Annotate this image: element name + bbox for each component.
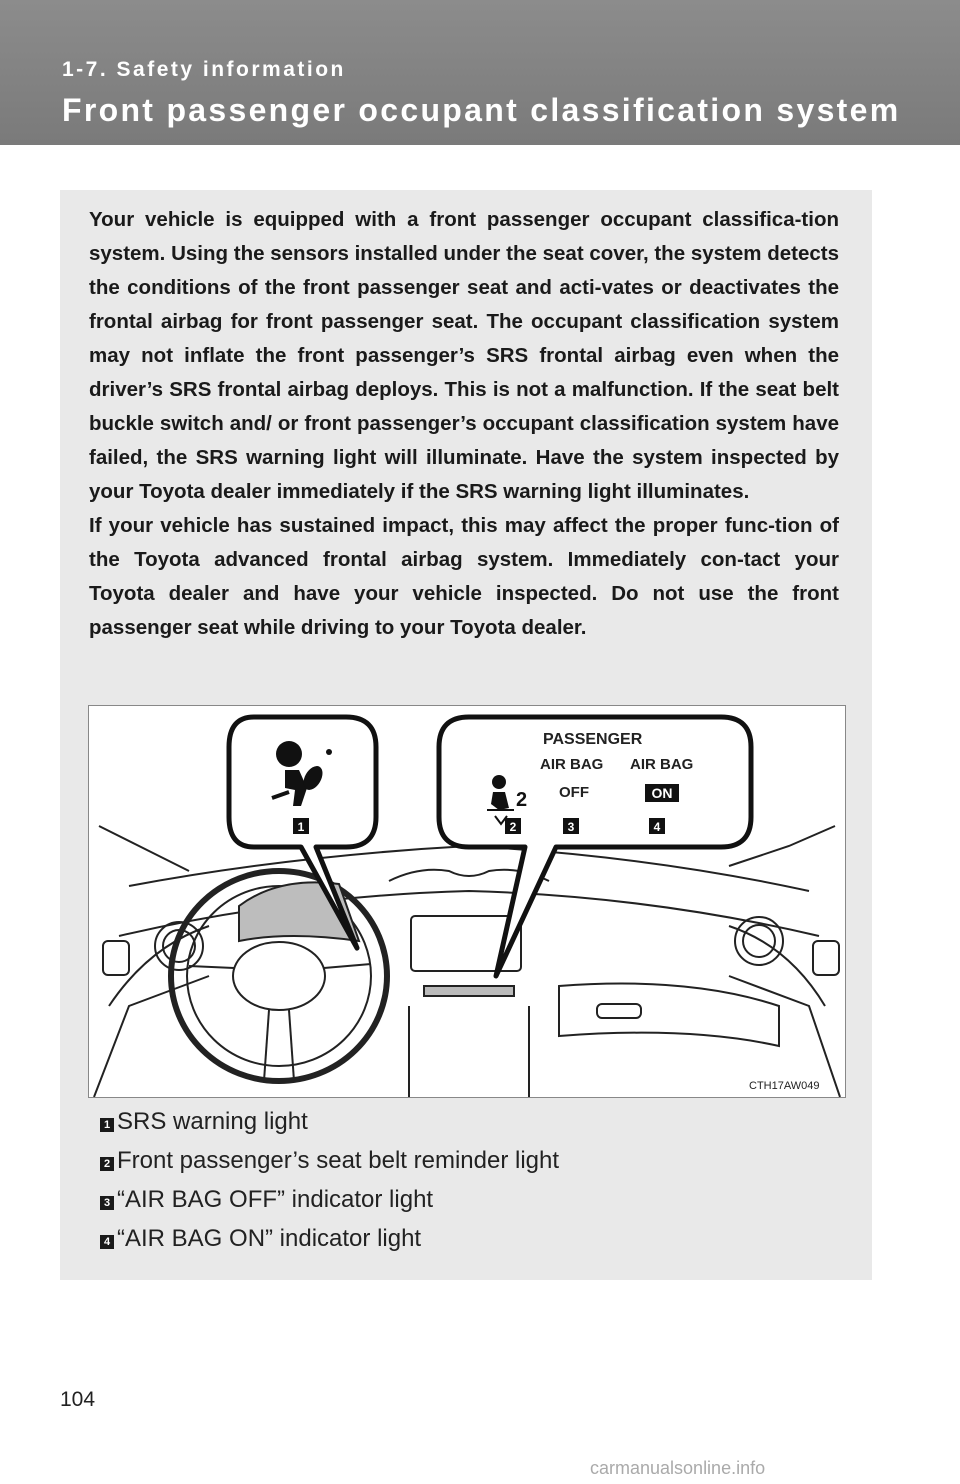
legend-item [100, 1219, 559, 1258]
intro-text [89, 203, 839, 645]
intro-paragraph-1: Your vehicle is equipped with a front passenger occupant classifica-tion system. Using the sensors installed under the seat cover, the system detects the conditions of the front passenger seat and acti-vates or deactivates the frontal airbag for front passenger seat. The occupant classification system may not inflate the front passenger’s SRS frontal airbag even when the driver’s SRS frontal airbag deploys. This is not a malfunction. If the seat belt buckle switch and/ or front passenger’s occupant classification system have failed, the SRS warning light will illuminate. Have the system inspected by your Toyota dealer immediately if the SRS warning light illuminates. [89, 208, 839, 503]
section-label: 1-7. Safety information [62, 58, 346, 81]
legend-marker: 1 [100, 1118, 114, 1132]
legend-item [100, 1141, 559, 1180]
dashboard-drawing [94, 826, 840, 1097]
airbag-label-off: AIR BAG [540, 756, 604, 773]
passenger-label: PASSENGER [543, 731, 643, 748]
legend-item [100, 1180, 559, 1219]
legend-marker: 3 [100, 1196, 114, 1210]
legend-text: Front passenger’s seat belt reminder light [117, 1146, 560, 1174]
callout-3-number: 3 [567, 820, 575, 834]
legend-text: “AIR BAG OFF” indicator light [117, 1185, 434, 1213]
callout-2-number: 2 [509, 820, 517, 834]
callout-4-number: 4 [653, 820, 661, 834]
airbag-on-label: ON [651, 785, 673, 801]
figure-code: CTH17AW049 [749, 1080, 820, 1092]
airbag-off-indicator: OFF [559, 784, 589, 801]
legend-text: SRS warning light [117, 1107, 308, 1135]
page-title: Front passenger occupant classification system [62, 92, 901, 128]
intro-paragraph-2: If your vehicle has sustained impact, this may affect the proper func-tion of the Toyota advanced frontal airbag system. Immediately con-tact your Toyota dealer and have your vehicle inspected. Do not use the front passenger seat while driving to your Toyota dealer. [89, 514, 839, 639]
legend-item [100, 1102, 559, 1141]
dashboard-illustration [88, 705, 846, 1098]
legend-marker: 4 [100, 1235, 114, 1249]
legend-marker: 2 [100, 1157, 114, 1171]
callout-1-number: 1 [297, 820, 305, 834]
legend-text: “AIR BAG ON” indicator light [117, 1224, 422, 1252]
legend-list [100, 1102, 559, 1258]
page-header [0, 0, 960, 145]
airbag-label-on: AIR BAG [630, 756, 694, 773]
page-number: 104 [60, 1388, 96, 1411]
watermark: carmanualsonline.info [590, 1458, 766, 1478]
seatbelt-subscript: 2 [516, 789, 528, 811]
